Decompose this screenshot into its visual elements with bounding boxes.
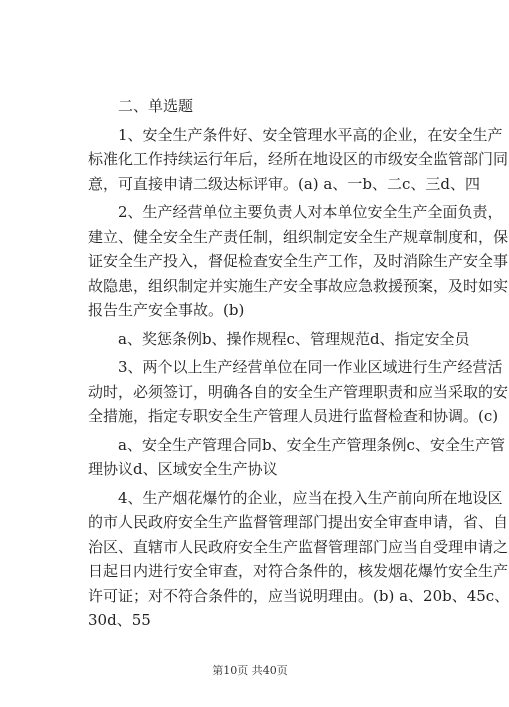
page-number-footer: 第10页 共40页 xyxy=(212,664,288,677)
text-line: 3、两个以上生产经营单位在同一作业区域进行生产经营活 xyxy=(118,358,503,376)
text-line: 建立、健全安全生产责任制，组织制定安全生产规章制度和，保 xyxy=(88,227,509,246)
text-line: 的市人民政府安全生产监督管理部门提出安全审查申请，省、自 xyxy=(88,513,509,531)
text-line: a、奖惩条例b、操作规程c、管理规范d、指定安全员 xyxy=(118,329,470,348)
document-body xyxy=(88,94,509,633)
text-line: 1、安全生产条件好、安全管理水平高的企业，在安全生产 xyxy=(118,125,503,144)
section-heading: 二、单选题 xyxy=(118,97,194,115)
question-2-options xyxy=(88,327,470,352)
text-line: 报告生产安全事故。(b) xyxy=(88,301,245,319)
question-3-options xyxy=(88,433,505,482)
text-line: 30d、55 xyxy=(88,611,151,629)
text-line: a、安全生产管理合同b、安全生产管理条例c、安全生产管 xyxy=(118,435,505,454)
text-line: 4、生产烟花爆竹的企业，应当在投入生产前向所在地设区 xyxy=(118,488,503,507)
text-line: 标准化工作持续运行年后，经所在地设区的市级安全监管部门同 xyxy=(88,150,509,168)
text-line: 动时，必须签订，明确各自的安全生产管理职责和应当采取的安 xyxy=(88,382,509,401)
text-line: 故隐患，组织制定并实施生产安全事故应急救援预案，及时如实 xyxy=(88,276,509,295)
question-1 xyxy=(88,123,509,197)
text-line: 全措施，指定专职安全生产管理人员进行监督检查和协调。(c) xyxy=(88,407,499,425)
text-line: 2、生产经营单位主要负责人对本单位安全生产全面负责， xyxy=(118,203,503,221)
question-4 xyxy=(88,486,509,633)
text-line: 日起日内进行安全审查，对符合条件的，核发烟花爆竹安全生产 xyxy=(88,562,509,580)
question-3 xyxy=(88,355,509,429)
text-line: 许可证；对不符合条件的，应当说明理由。(b) a、20b、45c、 xyxy=(88,586,509,605)
question-2 xyxy=(88,200,509,323)
text-line: 意，可直接申请二级达标评审。(a) a、一b、二c、三d、四 xyxy=(88,174,480,193)
text-line: 证安全生产投入，督促检查安全生产工作，及时消除生产安全事 xyxy=(88,252,509,270)
text-line: 治区、直辖市人民政府安全生产监督管理部门应当自受理申请之 xyxy=(88,537,509,556)
text-line: 理协议d、区域安全生产协议 xyxy=(88,460,278,478)
